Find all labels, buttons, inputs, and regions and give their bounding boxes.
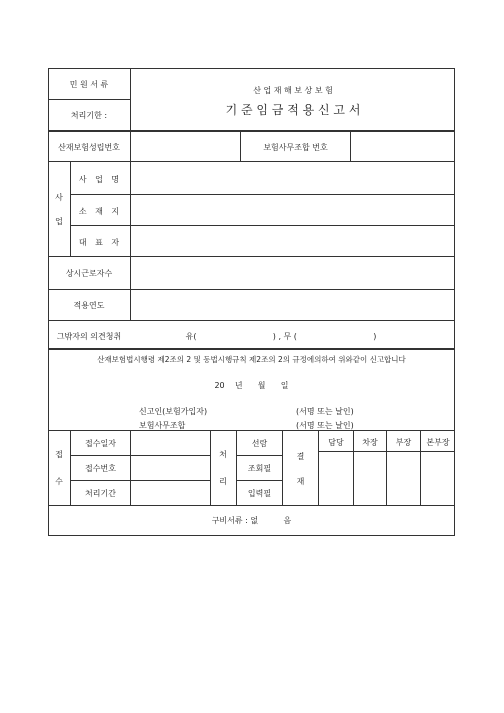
approval-label: 결 xyxy=(296,452,305,461)
receipt-date-value[interactable] xyxy=(131,431,210,455)
assoc-no-value[interactable] xyxy=(351,132,455,161)
assoc-sign: (서명 또는 날인) xyxy=(296,421,354,430)
receipt-label: 접 xyxy=(55,450,63,459)
approver-staff: 담당 xyxy=(328,438,344,447)
opinion-options: 유( ) , 무 ( ) xyxy=(185,332,377,341)
sign-box-director[interactable] xyxy=(421,452,455,505)
view-label: 선람 xyxy=(251,439,268,448)
date-line: 20 년 월 일 xyxy=(214,381,289,390)
representative-value[interactable] xyxy=(131,226,455,256)
receipt-no-label: 접수번호 xyxy=(85,464,116,473)
process-label: 처 xyxy=(219,450,227,459)
assoc-no-label: 보험사무조합 번호 xyxy=(263,143,328,152)
deadline-label: 처리기한 : xyxy=(70,111,108,120)
reg-no-value[interactable] xyxy=(131,132,240,161)
business-group-label: 사 xyxy=(55,193,63,202)
apply-year-value[interactable] xyxy=(131,290,455,320)
approver-deputy: 차장 xyxy=(362,438,378,447)
representative-label: 대 표 자 xyxy=(78,238,123,247)
assoc-label: 보험사무조합 xyxy=(139,421,186,430)
reporter-label: 신고인(보험가입자) xyxy=(139,407,208,416)
business-name-value[interactable] xyxy=(131,162,455,194)
sign-box-deputy[interactable] xyxy=(354,452,386,505)
input-label: 입력필 xyxy=(247,489,272,498)
process-period-label: 처리기간 xyxy=(85,489,116,498)
declaration-text: 산재보험법시행령 제2조의 2 및 동법시행규칙 제2조의 2의 규정에의하여 위와같이 신고합니다 xyxy=(97,355,406,364)
review-label: 조회필 xyxy=(247,464,272,473)
apply-year-label: 적용연도 xyxy=(73,301,105,310)
form-title: 기 준 임 금 적 용 신 고 서 xyxy=(225,103,361,117)
receipt-no-value[interactable] xyxy=(131,456,210,480)
sign-box-manager[interactable] xyxy=(387,452,420,505)
attachments-text: 구비서류 : 없 음 xyxy=(211,516,292,525)
form-subtitle: 산 업 재 해 보 상 보 험 xyxy=(253,86,333,95)
workers-value[interactable] xyxy=(131,257,455,289)
opinion-label: 그밖자의 의견청취 xyxy=(56,332,122,341)
location-value[interactable] xyxy=(131,195,455,225)
workers-label: 상시근로자수 xyxy=(65,269,113,278)
location-label: 소 재 지 xyxy=(78,207,123,216)
sign-box-staff[interactable] xyxy=(319,452,353,505)
reporter-sign: (서명 또는 날인) xyxy=(296,407,354,416)
approver-director: 본부장 xyxy=(426,438,450,447)
business-name-label: 사 업 명 xyxy=(78,175,123,184)
receipt-date-label: 접수일자 xyxy=(85,439,116,448)
civil-doc-label: 민 원 서 류 xyxy=(69,80,109,89)
process-period-value[interactable] xyxy=(131,481,210,505)
reg-no-label: 산재보험성립번호 xyxy=(58,143,120,152)
approver-manager: 부장 xyxy=(395,438,412,447)
